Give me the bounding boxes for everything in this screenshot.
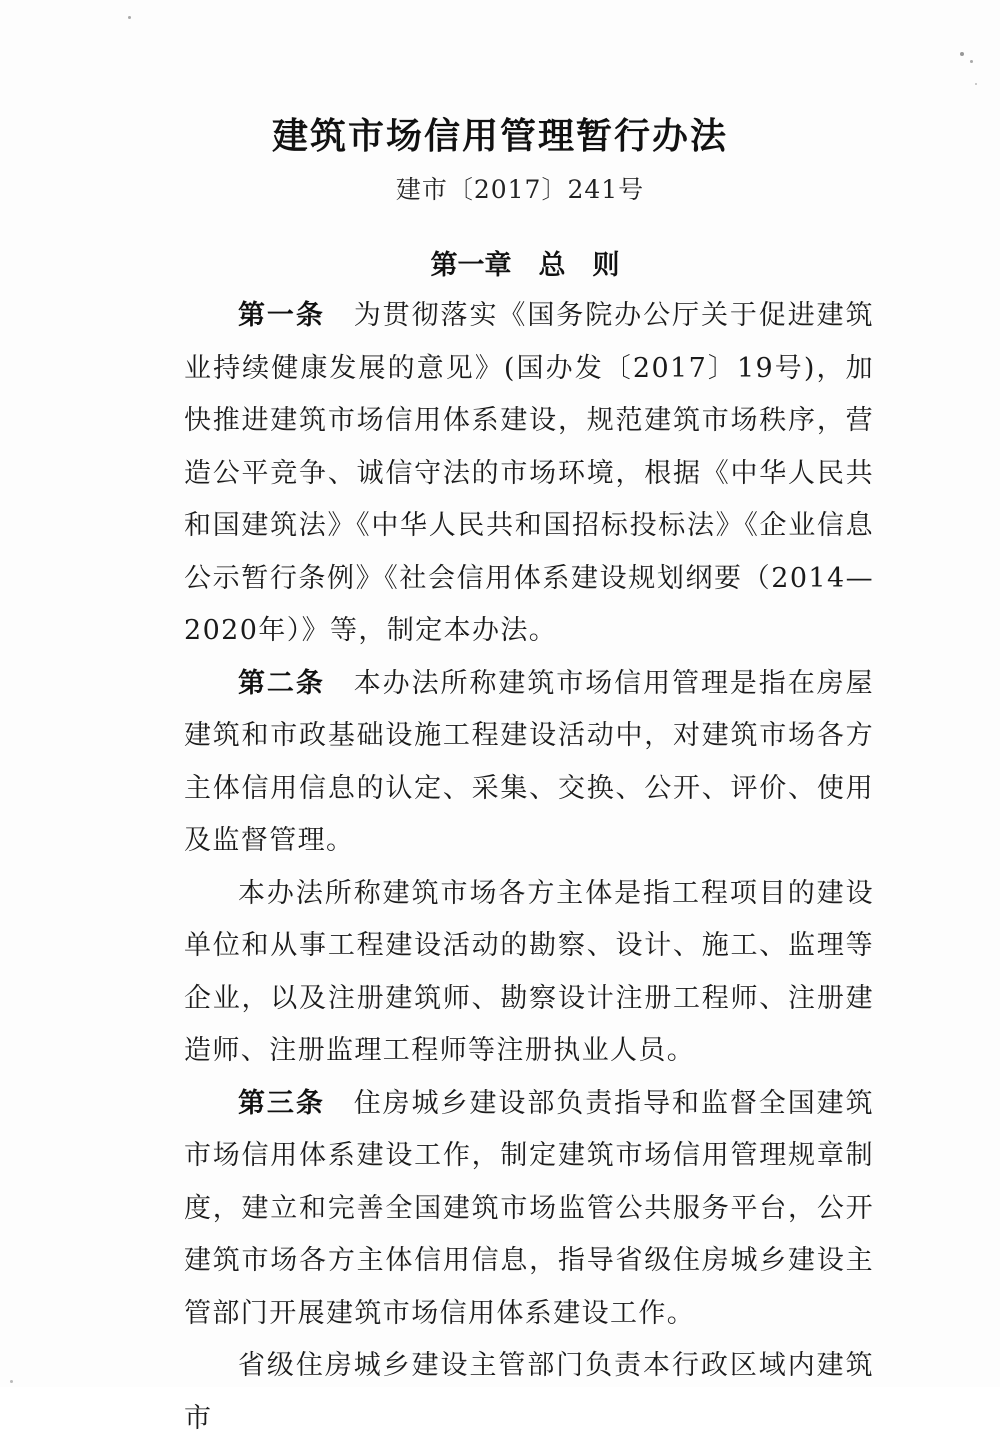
paragraph-text: 为贯彻落实《国务院办公厅关于促进建筑业持续健康发展的意见》(国办发〔2017〕19号)，加快推进建筑市场信用体系建设，规范建筑市场秩序，营造公平竞争、诚信守法的市场环境，根据《中华人民共和国建筑法》《中华人民共和国招标投标法》《企业信息公示暂行条例》《社会信用体系建设规划纲要（2014—2020年）》等，制定本办法。 [184,300,875,646]
article-label: 第二条 [238,667,325,699]
scan-speck [960,52,964,56]
paragraph-text: 省级住房城乡建设主管部门负责本行政区域内建筑市 [184,1350,874,1434]
document-number: 建市〔2017〕241号 [395,175,645,204]
document-title: 建筑市场信用管理暂行办法 [271,115,728,157]
article-label: 第一条 [238,300,325,331]
paragraph-article-2-cont [184,868,874,1078]
paragraph-text: 本办法所称建筑市场各方主体是指工程项目的建设单位和从事工程建设活动的勘察、设计、施工、监理等企业，以及注册建筑师、勘察设计注册工程师、注册建造师、注册监理工程师等注册执业人员。 [184,877,874,1066]
paragraph-article-3-cont [184,1340,874,1445]
paragraph-text: 住房城乡建设部负责指导和监督全国建筑市场信用体系建设工作，制定建筑市场信用管理规章制度，建立和完善全国建筑市场监管公共服务平台，公开建筑市场各方主体信用信息，指导省级住房城乡建设主管部门开展建筑市场信用体系建设工作。 [184,1087,875,1329]
paragraph-article-3 [184,1078,874,1341]
paragraph-article-1 [184,290,874,658]
scan-speck [128,16,131,19]
scan-speck [975,83,977,85]
article-label: 第三条 [238,1087,325,1119]
scan-speck [970,60,973,63]
paragraph-article-2 [184,658,874,868]
chapter-heading: 第一章 总 则 [430,250,620,281]
document-body [184,290,874,1445]
scan-speck [10,1380,13,1383]
paragraph-text: 本办法所称建筑市场信用管理是指在房屋建筑和市政基础设施工程建设活动中，对建筑市场各方主体信用信息的认定、采集、交换、公开、评价、使用及监督管理。 [184,667,875,856]
